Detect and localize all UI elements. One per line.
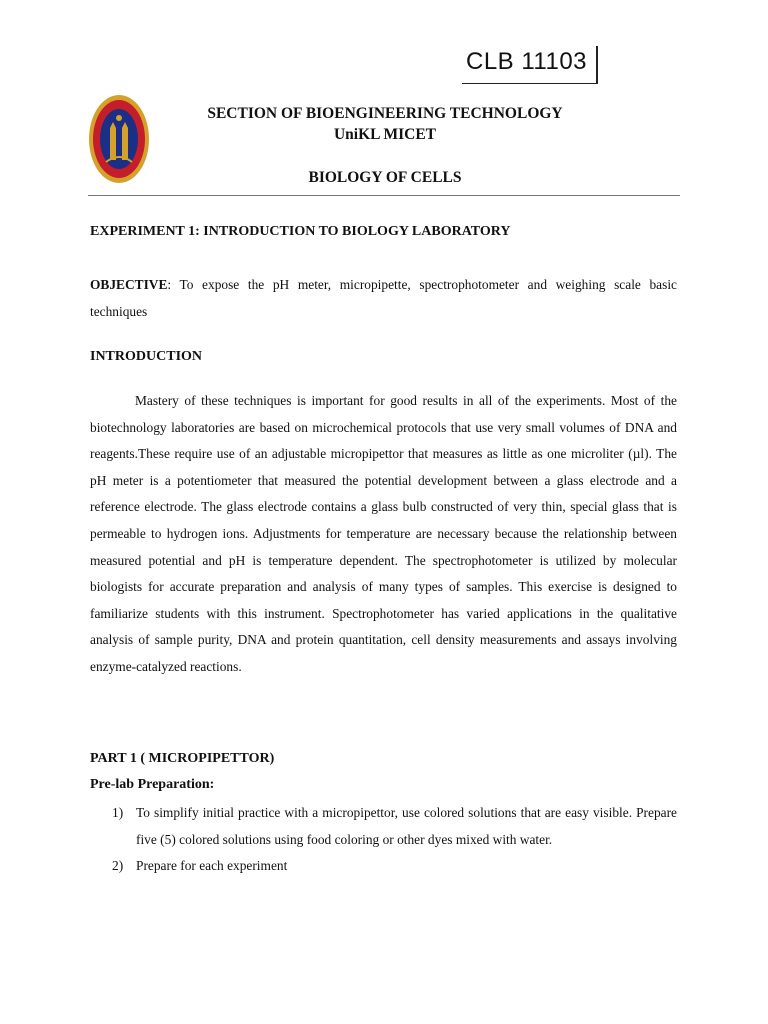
course-code-underline — [462, 83, 598, 84]
introduction-heading: INTRODUCTION — [90, 349, 203, 364]
introduction-body: Mastery of these techniques is important for good results in all of the experiments. Most of the biotechnology laboratories are based on microchemical protocols that use very small volumes of DNA and reagents.These require use of an adjustable micropipettor that measures as little as one microliter (µl). The pH meter is a potentiometer that measured the potential development between a glass electrode and a reference electrode. The glass electrode contains a glass bulb constructed of very thin, special glass that is permeable to hydrogen ions. Adjustments for temperature are necessary because the relationship between measured potential and pH is temperature dependent. The spectrophotometer is utilized by molecular biologists for accurate preparation and analysis of many types of samples. This exercise is designed to familiarize students with this instrument. Spectrophotometer has varied applications in the qualitative analysis of sample purity, DNA and protein quantitation, cell density measurements and assays involving enzyme-catalyzed reactions. — [90, 393, 677, 674]
objective-text: : To expose the pH meter, micropipette, spectrophotometer and weighing scale basic techniques — [90, 277, 677, 319]
step-number: 1) — [112, 805, 124, 820]
experiment-title: EXPERIMENT 1: INTRODUCTION TO BIOLOGY LABORATORY — [90, 224, 511, 239]
objective-label: OBJECTIVE — [90, 277, 168, 292]
objective-paragraph — [90, 272, 677, 325]
prelab-step-1 — [90, 800, 677, 853]
header-line-1: SECTION OF BIOENGINEERING TECHNOLOGY — [207, 105, 563, 122]
part1-subheading: Pre-lab Preparation: — [90, 777, 215, 792]
prelab-steps — [90, 800, 677, 880]
course-code: CLB 11103 — [466, 48, 588, 75]
step-number: 2) — [112, 858, 124, 874]
part1-heading: PART 1 ( MICROPIPETTOR) — [90, 751, 275, 766]
course-code-bar — [596, 46, 598, 84]
header-rule — [88, 195, 680, 196]
step-text: To simplify initial practice with a micropipettor, use colored solutions that are easy visible. Prepare five (5) colored solutions using food coloring or other dyes mixed with water. — [136, 805, 677, 847]
university-logo — [88, 94, 150, 184]
header-line-2: UniKL MICET — [333, 126, 437, 143]
step-text: Prepare for each experiment — [136, 858, 288, 874]
prelab-step-2 — [90, 853, 677, 880]
header-line-3: BIOLOGY OF CELLS — [308, 169, 462, 186]
